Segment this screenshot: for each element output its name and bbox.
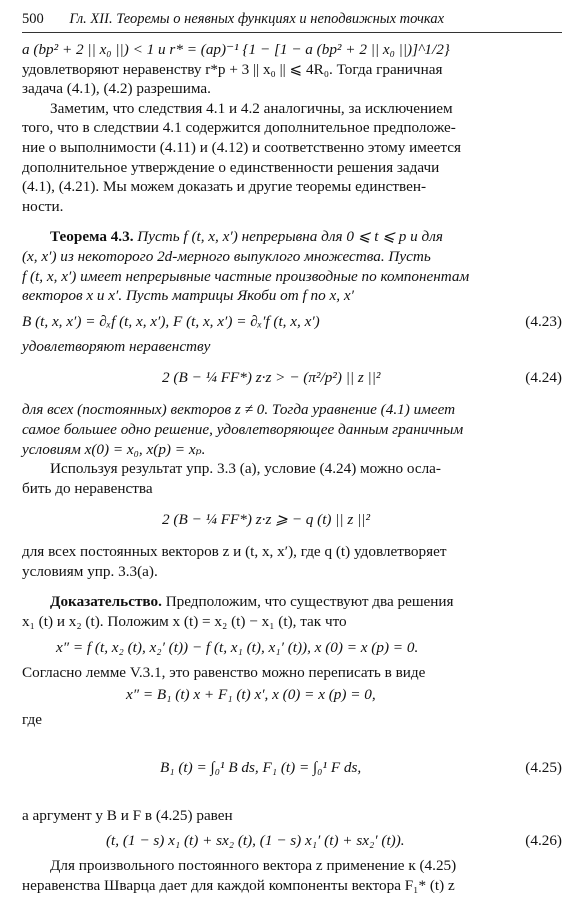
equation-body: 2 (B − ¼ FF*) z·z > − (π²/p²) || z ||²	[162, 369, 381, 387]
equation-rewrite	[22, 682, 562, 707]
equation-body: B₁ (t) = ∫₀¹ B ds, F₁ (t) = ∫₀¹ F ds,	[160, 758, 362, 776]
text-line: того, что в следствии 4.1 содержится дополнительное предположе-	[22, 119, 456, 137]
text-line: Согласно лемме V.3.1, это равенство можно переписать в виде	[22, 663, 426, 681]
theorem-conclusion	[22, 400, 562, 459]
text-line: где	[22, 711, 42, 729]
equation-4-23	[22, 309, 562, 334]
text-line: бить до неравенства	[22, 479, 153, 497]
equation-number: (4.24)	[525, 369, 562, 387]
page-number: 500	[22, 11, 44, 27]
text-line: f (t, x, x′) имеет непрерывные частные производные по компонентам	[22, 267, 470, 285]
running-title: Гл. XII. Теоремы о неявных функциях и неподвижных точках	[69, 11, 445, 27]
header-rule	[22, 32, 562, 33]
text-line: Предположим, что существуют два решения	[161, 593, 454, 611]
running-header	[22, 10, 562, 32]
text-line: векторов x и x′. Пусть матрицы Якоби от f по x, x′	[22, 287, 354, 305]
text-line: (4.1), (4.21). Мы можем доказать и другие теоремы единствен-	[22, 178, 427, 196]
equation-body: x″ = B₁ (t) x + F₁ (t) x′, x (0) = x (p) = 0,	[126, 686, 376, 704]
text-line: для всех (постоянных) векторов z ≠ 0. Тогда уравнение (4.1) имеет	[22, 401, 456, 419]
text-line: ности.	[22, 197, 64, 215]
equation-4-25	[22, 736, 562, 800]
equation-number: (4.23)	[525, 312, 562, 330]
equation-number: (4.25)	[525, 758, 562, 776]
text-line: условиям x(0) = x₀, x(p) = xₚ.	[22, 440, 206, 458]
equation-number: (4.26)	[525, 832, 562, 850]
text-line: дополнительное утверждение о единственности решения задачи	[22, 158, 440, 176]
proof	[22, 592, 562, 631]
equation-difference	[22, 635, 562, 660]
equation-body: B (t, x, x′) = ∂ₓf (t, x, x′), F (t, x, x′) = ∂ₓ′f (t, x, x′)	[22, 312, 320, 330]
text-line: (x, x′) из некоторого 2d-мерного выпуклого множества. Пусть	[22, 247, 431, 265]
equation-4-26	[22, 828, 562, 853]
text-line: ние о выполнимости (4.11) и (4.12) и соответственно этому имеется	[22, 138, 461, 156]
text-line: самое большее одно решение, удовлетворяющее данным граничным	[22, 420, 464, 438]
text-line: неравенства Шварца дает для каждой компоненты вектора F₁* (t) z	[22, 877, 455, 895]
text-line: Пусть f (t, x, x′) непрерывна для 0 ⩽ t ⩽ p и для	[133, 228, 443, 246]
text-line: удовлетворяют неравенству r*p + 3 || x₀ || ⩽ 4R₀. Тогда граничная	[22, 60, 443, 78]
equation-body: 2 (B − ¼ FF*) z·z ⩾ − q (t) || z ||²	[162, 511, 371, 529]
text-line: а аргумент у B и F в (4.25) равен	[22, 806, 233, 824]
paragraph-remark	[22, 99, 562, 217]
equation-4-24	[22, 359, 562, 397]
theorem-label: Теорема 4.3.	[50, 228, 134, 246]
formula-line: a (bp² + 2 || x₀ ||) < 1 и r* = (ap)⁻¹ {1 − [1 − a (bp² + 2 || x₀ ||)]^1/2}	[22, 41, 450, 58]
text-line: условиям упр. 3.3(a).	[22, 562, 158, 580]
text-line: удовлетворяют неравенству	[22, 337, 211, 355]
text-line: Для произвольного постоянного вектора z применение к (4.25)	[50, 857, 457, 875]
page-body	[22, 40, 562, 896]
proof-label: Доказательство.	[50, 593, 162, 611]
text-line: для всех постоянных векторов z и (t, x, x′), где q (t) удовлетворяет	[22, 543, 447, 561]
equation-weakened	[22, 501, 562, 539]
text-line: Используя результат упр. 3.3 (a), условие (4.24) можно осла-	[50, 460, 441, 478]
equation-body: x″ = f (t, x₂ (t), x₂′ (t)) − f (t, x₁ (t), x₁′ (t)), x (0) = x (p) = 0.	[56, 638, 419, 656]
text-line: задача (4.1), (4.2) разрешима.	[22, 80, 211, 98]
text-line: x₁ (t) и x₂ (t). Положим x (t) = x₂ (t) − x₁ (t), так что	[22, 613, 347, 631]
theorem-4-3	[22, 227, 562, 305]
text-line: Заметим, что следствия 4.1 и 4.2 аналогичны, за исключением	[50, 99, 453, 117]
equation-body: (t, (1 − s) x₁ (t) + sx₂ (t), (1 − s) x₁′ (t) + sx₂′ (t)).	[106, 832, 405, 850]
